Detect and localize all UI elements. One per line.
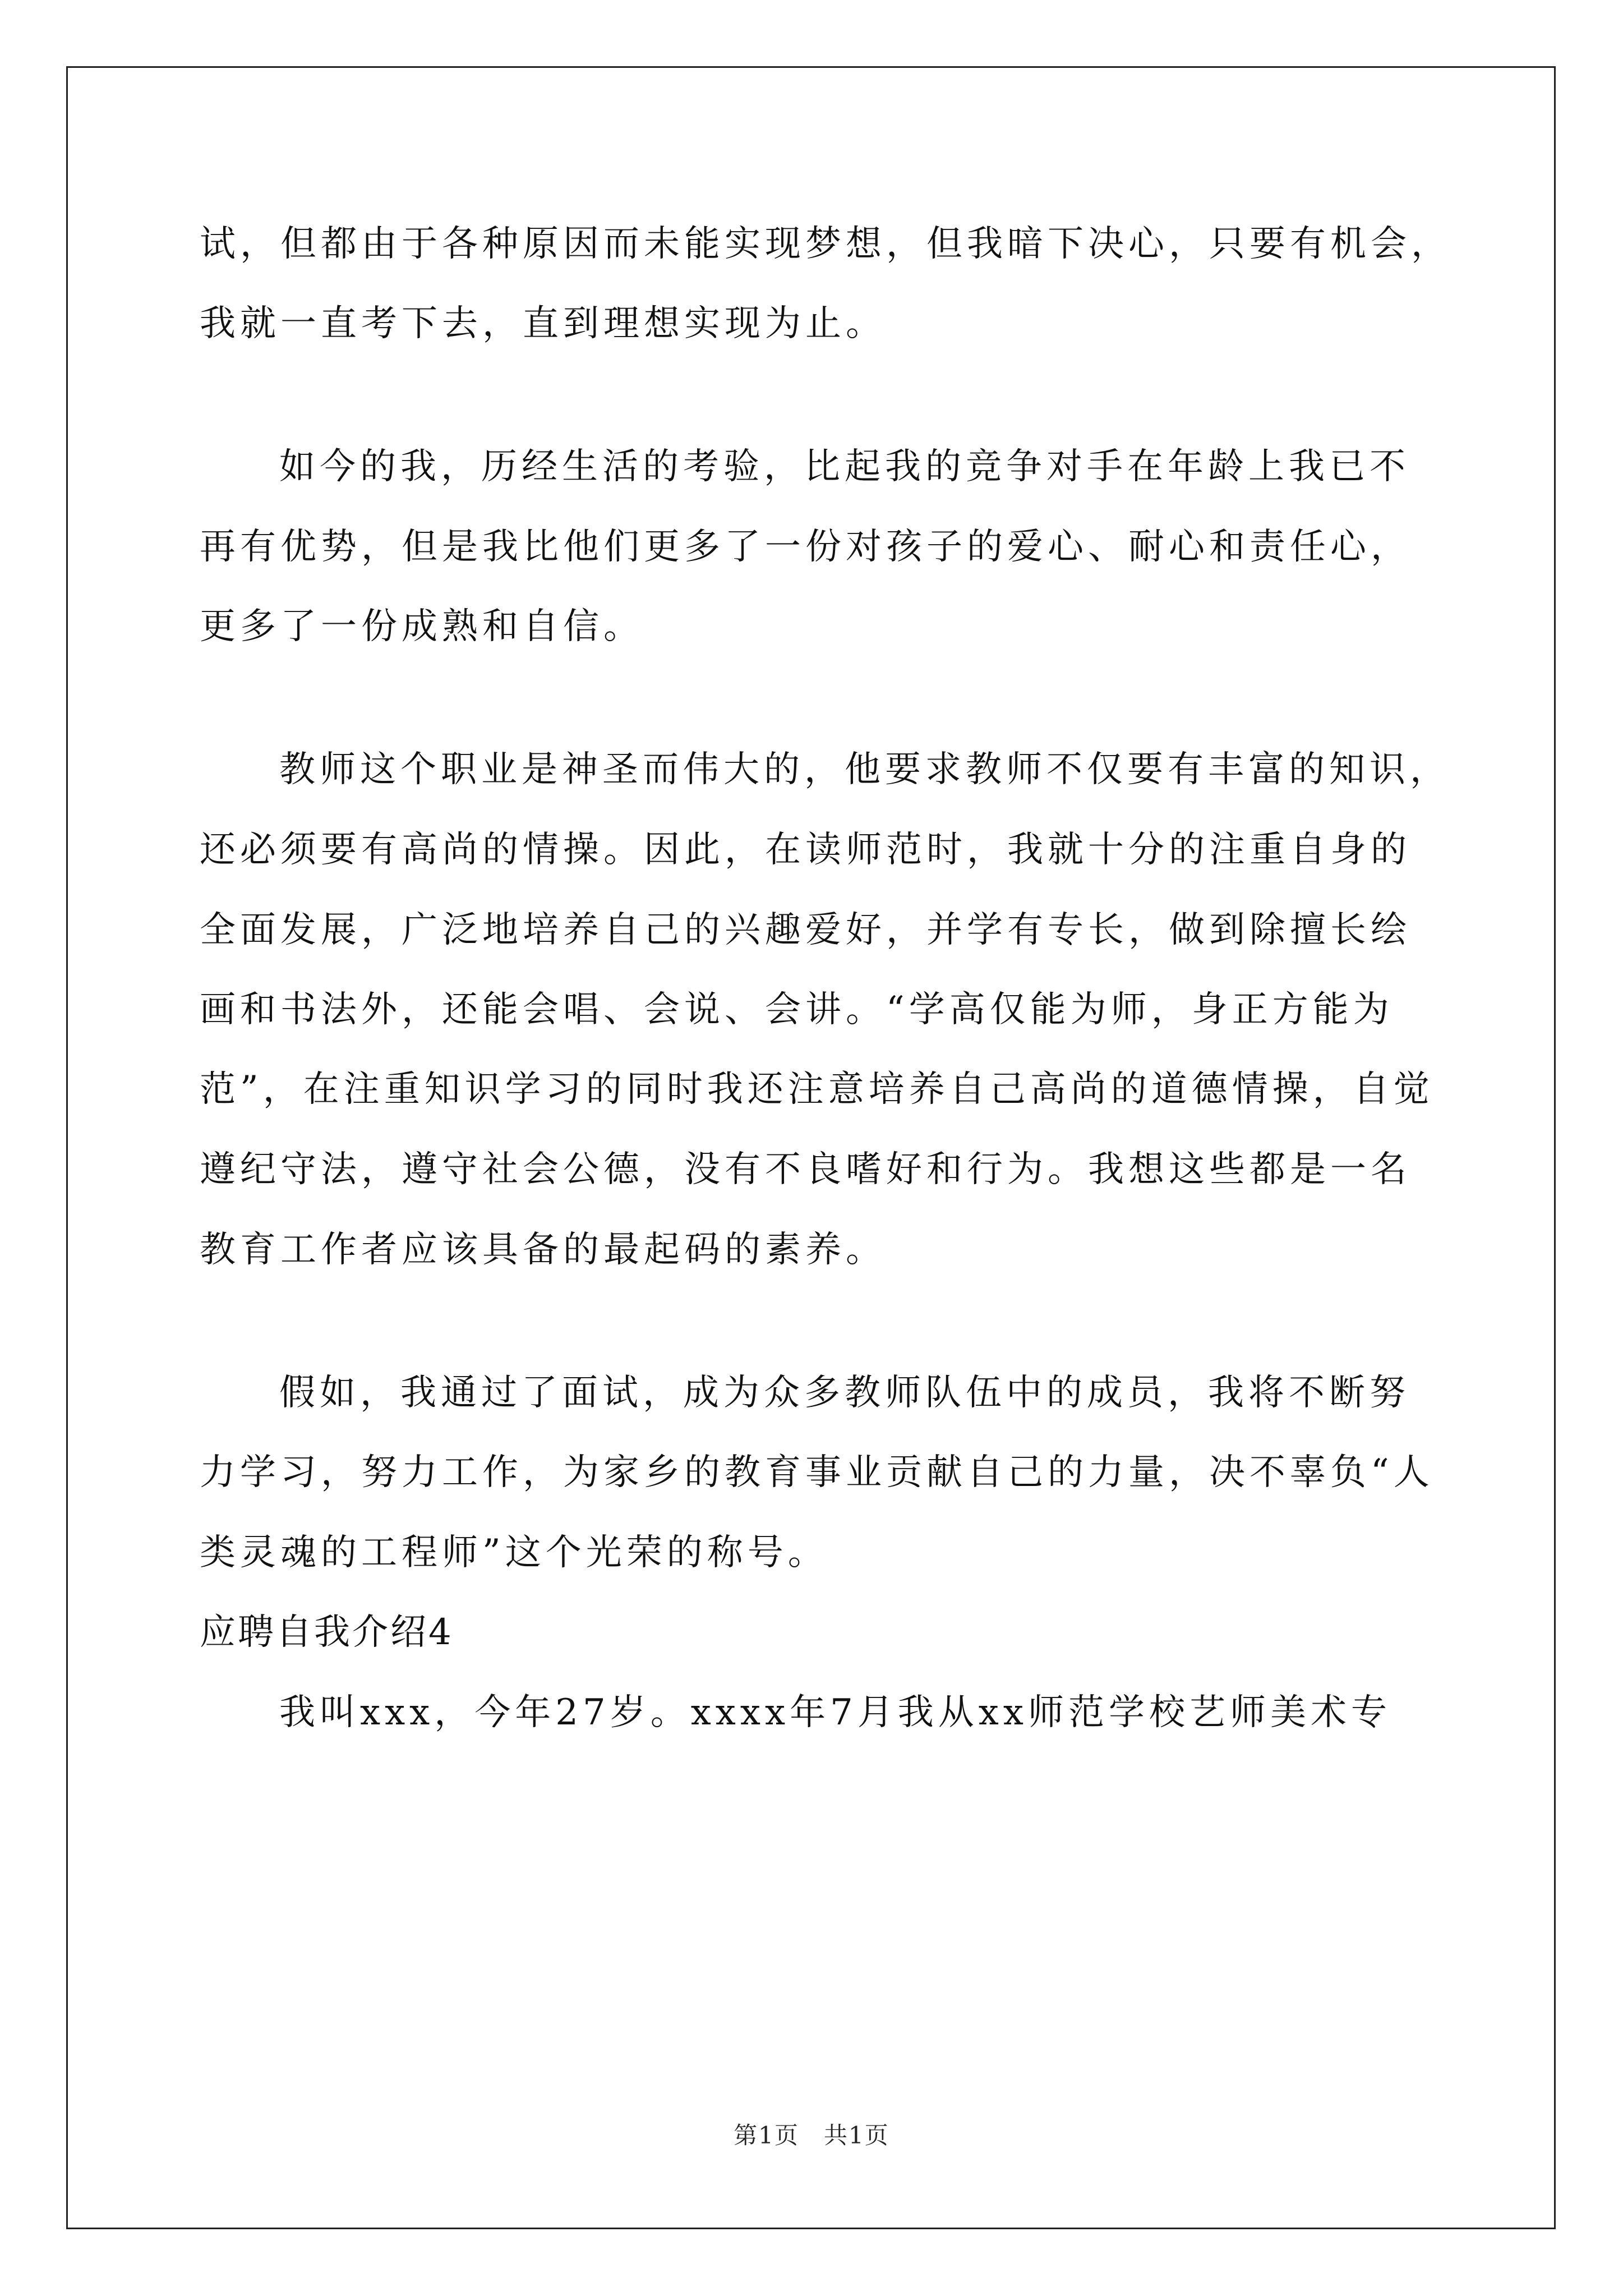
page-number-footer: 第1页 共1页 (734, 2122, 889, 2149)
text-line: 遵纪守法，遵守社会公德，没有不良嗜好和行为。我想这些都是一名 (200, 1149, 1411, 1190)
text-line: 还必须要有高尚的情操。因此，在读师范时，我就十分的注重自身的 (200, 829, 1411, 871)
text-line: 教育工作者应该具备的最起码的素养。 (200, 1229, 886, 1271)
text-line: 范”，在注重知识学习的同时我还注意培养自己高尚的道德情操，自觉 (200, 1069, 1434, 1110)
paragraph-start-line: 假如，我通过了面试，成为众多教师队伍中的成员，我将不断努 (279, 1372, 1410, 1414)
text-line: 再有优势，但是我比他们更多了一份对孩子的爱心、耐心和责任心， (200, 526, 1411, 568)
text-line: 全面发展，广泛地培养自己的兴趣爱好，并学有专长，做到除擅长绘 (200, 909, 1411, 951)
text-line: 画和书法外，还能会唱、会说、会讲。“学高仅能为师，身正方能为 (200, 989, 1394, 1030)
paragraph-start-line: 教师这个职业是神圣而伟大的，他要求教师不仅要有丰富的知识， (279, 749, 1450, 790)
text-line: 力学习，努力工作，为家乡的教育事业贡献自己的力量，决不辜负“人 (200, 1452, 1434, 1493)
text-line: 类灵魂的工程师”这个光荣的称号。 (200, 1532, 828, 1573)
text-line: 试，但都由于各种原因而未能实现梦想，但我暗下决心，只要有机会， (200, 223, 1451, 265)
paragraph-start-line: 我叫xxx，今年27岁。xxxx年7月我从xx师范学校艺师美术专 (279, 1692, 1391, 1733)
paragraph-start-line: 如今的我，历经生活的考验，比起我的竞争对手在年龄上我已不 (279, 446, 1410, 487)
text-line: 我就一直考下去，直到理想实现为止。 (200, 303, 886, 344)
text-line: 更多了一份成熟和自信。 (200, 606, 644, 647)
section-heading: 应聘自我介绍4 (200, 1612, 454, 1653)
